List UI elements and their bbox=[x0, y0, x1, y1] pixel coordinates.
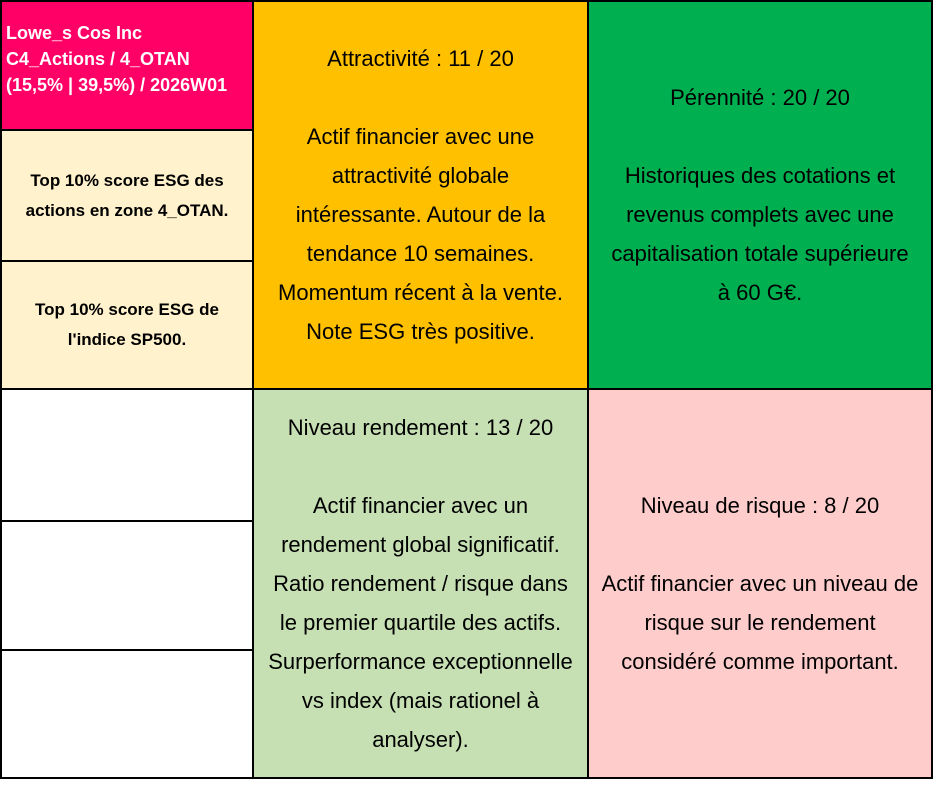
rendement-heading: Niveau rendement : 13 / 20 bbox=[287, 415, 554, 440]
attractivite-line-6: Note ESG très positive. bbox=[306, 319, 535, 344]
perennite-panel bbox=[587, 0, 933, 390]
empty-cell-2 bbox=[0, 520, 254, 651]
rendement-line-7: analyser). bbox=[372, 727, 469, 752]
esg-tag-index bbox=[0, 260, 254, 390]
attractivite-line-1: Actif financier avec une bbox=[306, 124, 535, 149]
attractivite-line-5: Momentum récent à la vente. bbox=[278, 280, 563, 305]
empty-cell-1 bbox=[0, 388, 254, 522]
rendement-panel bbox=[252, 388, 589, 779]
risque-heading: Niveau de risque : 8 / 20 bbox=[640, 493, 880, 518]
attractivite-line-4: tendance 10 semaines. bbox=[306, 241, 535, 266]
risque-line-2: risque sur le rendement bbox=[644, 610, 876, 635]
perennite-line-2: revenus complets avec une bbox=[626, 202, 894, 227]
esg-tag-index-line1: Top 10% score ESG de bbox=[35, 300, 219, 319]
empty-cell-3 bbox=[0, 649, 254, 779]
rendement-line-4: le premier quartile des actifs. bbox=[279, 610, 562, 635]
rendement-line-1: Actif financier avec un bbox=[312, 493, 529, 518]
perennite-line-4: à 60 G€. bbox=[717, 280, 803, 305]
perennite-heading: Pérennité : 20 / 20 bbox=[670, 85, 850, 110]
attractivite-line-2: attractivité globale bbox=[331, 163, 510, 188]
company-title-block bbox=[0, 0, 254, 131]
rendement-line-3: Ratio rendement / risque dans bbox=[273, 571, 568, 596]
rendement-line-6: vs index (mais rationel à bbox=[301, 688, 540, 713]
esg-tag-index-line2: l'indice SP500. bbox=[67, 330, 187, 349]
risque-line-3: considéré comme important. bbox=[621, 649, 899, 674]
rendement-line-2: rendement global significatif. bbox=[281, 532, 560, 557]
perennite-line-3: capitalisation totale supérieure bbox=[611, 241, 909, 266]
company-stats: (15,5% | 39,5%) / 2026W01 bbox=[6, 75, 228, 95]
rendement-line-5: Surperformance exceptionnelle bbox=[268, 649, 573, 674]
attractivite-line-3: intéressante. Autour de la bbox=[295, 202, 546, 227]
esg-tag-zone-line1: Top 10% score ESG des bbox=[30, 170, 224, 190]
esg-tag-zone bbox=[0, 129, 254, 262]
attractivite-heading: Attractivité : 11 / 20 bbox=[327, 46, 514, 71]
perennite-line-1: Historiques des cotations et bbox=[624, 163, 896, 188]
company-category: C4_Actions / 4_OTAN bbox=[6, 49, 190, 69]
risque-panel bbox=[587, 388, 933, 779]
attractivite-panel bbox=[252, 0, 589, 390]
esg-tag-zone-line2: actions en zone 4_OTAN. bbox=[25, 200, 229, 220]
risque-line-1: Actif financier avec un niveau de bbox=[601, 571, 919, 596]
company-name: Lowe_s Cos Inc bbox=[6, 23, 143, 43]
